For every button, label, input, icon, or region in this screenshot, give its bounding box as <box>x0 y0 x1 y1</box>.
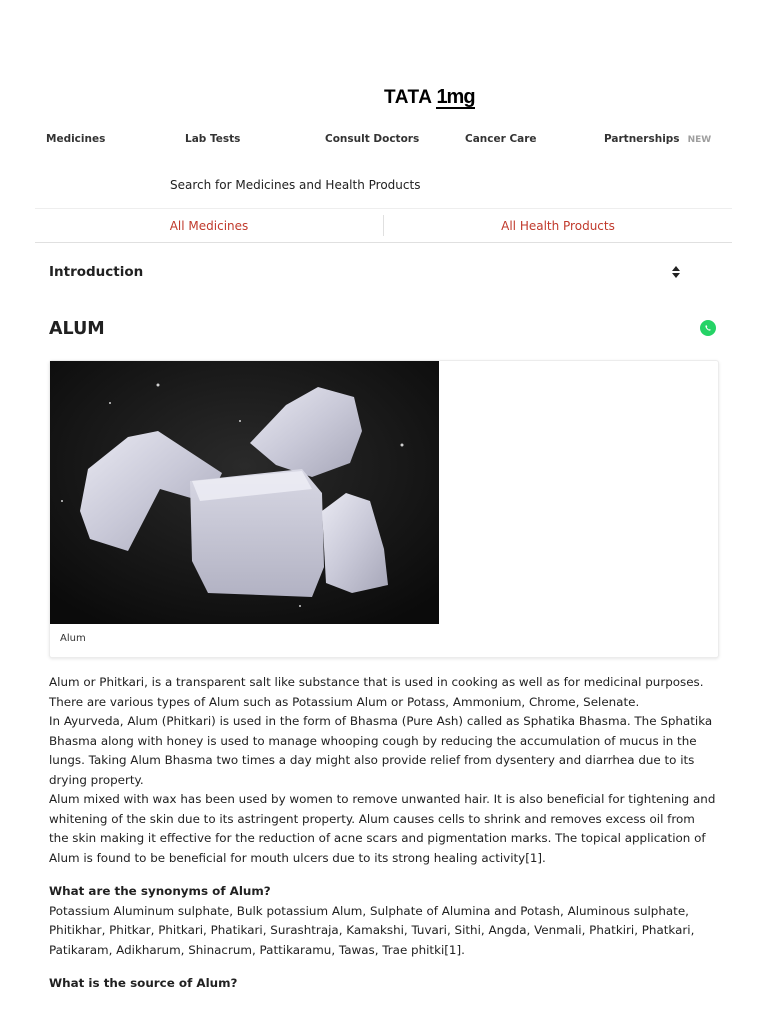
faq-question: What are the synonyms of Alum? <box>49 884 271 898</box>
all-health-products-link[interactable]: All Health Products <box>501 218 615 233</box>
nav-item-lab-tests[interactable]: Lab Tests <box>185 133 241 145</box>
article-body <box>49 673 717 994</box>
nav-item-medicines[interactable]: Medicines <box>46 133 106 145</box>
paragraph: In Ayurveda, Alum (Phitkari) is used in the form of Bhasma (Pure Ash) called as Sphatika Bhasma. The Sphatika Bhasma along with honey is used to manage whooping cough by reducing the accumulation of mucus in the lungs. Taking Alum Bhasma two times a day might also provide relief from dysentery and diarrhea due to its drying property. <box>49 714 713 787</box>
faq-question: What is the source of Alum? <box>49 976 238 990</box>
nav-item-cancer-care[interactable]: Cancer Care <box>465 133 537 145</box>
alum-photo <box>50 361 439 624</box>
paragraph: Alum mixed with wax has been used by women to remove unwanted hair. It is also beneficial for tightening and whitening of the skin due to its astringent property. Alum causes cells to shrink and removes excess oil from the skin making it effective for the reduction of acne scars and pigmentation marks. The topical application of Alum is found to be beneficial for mouth ulcers due to its strong healing activity[1]. <box>49 792 716 865</box>
whatsapp-icon[interactable] <box>700 320 716 336</box>
search-input[interactable]: Search for Medicines and Health Products <box>170 178 421 192</box>
page-title: ALUM <box>49 319 105 339</box>
all-medicines-link[interactable]: All Medicines <box>169 218 249 233</box>
logo-tata-text: TATA <box>384 87 433 108</box>
nav-item-partnerships-label: Partnerships <box>604 133 680 145</box>
paragraph: Alum or Phitkari, is a transparent salt like substance that is used in cooking as well as for medicinal purposes. There are various types of Alum such as Potassium Alum or Potass, Ammonium, Chrome, Selenate. <box>49 675 704 709</box>
image-card <box>49 360 719 658</box>
faq-answer: Potassium Aluminum sulphate, Bulk potassium Alum, Sulphate of Alumina and Potash, Aluminous sulphate, Phitikhar, Phitkar, Phitkari, Phatikari, Surashtraja, Kamakshi, Tuvari, Sithi, Angda, Venmali, Phatkiri, Phatkari, Patikaram, Adikharum, Shinacrum, Pattikaramu, Tawas, Trae phitki[1]. <box>49 903 695 957</box>
whatsapp-glyph <box>703 323 713 333</box>
section-selector[interactable] <box>49 262 689 282</box>
alum-crystals-illustration <box>50 361 439 624</box>
image-caption: Alum <box>60 633 86 644</box>
nav-item-partnerships[interactable] <box>604 133 711 145</box>
tata-1mg-logo[interactable] <box>384 86 475 110</box>
sort-icon <box>671 265 681 279</box>
sub-nav <box>35 208 732 243</box>
new-badge: NEW <box>687 135 712 145</box>
nav-item-consult-doctors[interactable]: Consult Doctors <box>325 133 420 145</box>
main-nav <box>0 133 768 149</box>
section-title: Introduction <box>49 264 144 280</box>
logo-1mg-text: 1mg <box>436 86 475 108</box>
